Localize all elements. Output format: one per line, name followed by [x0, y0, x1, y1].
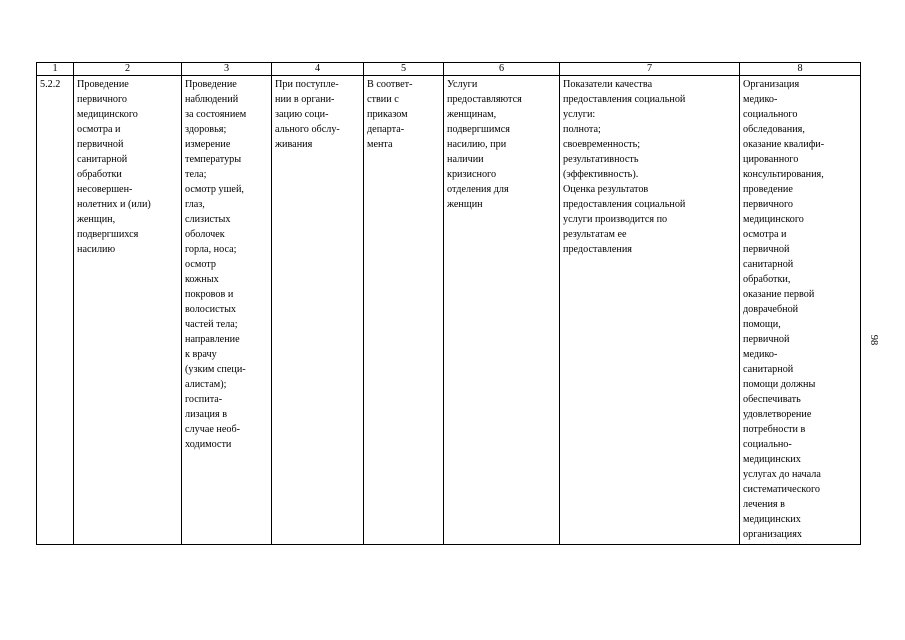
cell-line: приказом: [367, 109, 408, 120]
cell-line: женщинам,: [447, 109, 497, 120]
cell-line: предоставления: [563, 244, 632, 255]
cell-line: обработки,: [743, 274, 791, 285]
cell-line: волосистых: [185, 304, 237, 315]
cell-line: госпита-: [185, 394, 223, 405]
cell-line: результативность: [563, 154, 639, 165]
cell-line: нолетних и (или): [77, 199, 151, 210]
cell-line: направление: [185, 334, 240, 345]
cell-line: алистам);: [185, 379, 227, 390]
cell-line: услуги производится по: [563, 214, 668, 225]
cell-line: за состоянием: [185, 109, 247, 120]
cell-line: наблюдений: [185, 94, 239, 105]
cell-line: покровов и: [185, 289, 234, 300]
cell-line: социального: [743, 109, 798, 120]
cell-line: насилию, при: [447, 139, 507, 150]
cell-standard: [364, 76, 444, 545]
cell-line: частей тела;: [185, 319, 238, 330]
cell-line: оказание квалифи-: [743, 139, 825, 150]
cell-line: первичной: [743, 334, 790, 345]
cell-line: В соответ-: [367, 79, 413, 90]
cell-line: санитарной: [743, 259, 794, 270]
cell-line: тела;: [185, 169, 207, 180]
cell-line: доврачебной: [743, 304, 799, 315]
cell-line: первичной: [77, 139, 124, 150]
cell-line: результатам ее: [563, 229, 627, 240]
cell-line: осмотр ушей,: [185, 184, 244, 195]
cell-line: медицинских: [743, 514, 801, 525]
cell-line: предоставления социальной: [563, 199, 686, 210]
cell-line: первичной: [743, 244, 790, 255]
cell-line: отделения для: [447, 184, 509, 195]
cell-line: Услуги: [447, 79, 478, 90]
column-number-6: 6: [444, 63, 560, 76]
cell-line: медицинских: [743, 454, 801, 465]
cell-line: консультирования,: [743, 169, 824, 180]
cell-line: кризисного: [447, 169, 497, 180]
cell-line: первичного: [743, 199, 794, 210]
cell-line: медико-: [743, 94, 778, 105]
cell-line: потребности в: [743, 424, 806, 435]
cell-line: ходимости: [185, 439, 232, 450]
page-number: 98: [868, 334, 879, 346]
table-row: [37, 76, 861, 545]
cell-quality: [560, 76, 740, 545]
cell-line: осмотра и: [743, 229, 787, 240]
cell-line: кожных: [185, 274, 219, 285]
cell-line: (эффективность).: [563, 169, 639, 180]
cell-line: систематического: [743, 484, 820, 495]
cell-line: (узким специ-: [185, 364, 246, 375]
cell-line: услугах до начала: [743, 469, 821, 480]
cell-line: к врачу: [185, 349, 217, 360]
cell-line: санитарной: [77, 154, 128, 165]
column-number-1: 1: [37, 63, 74, 76]
column-number-8: 8: [740, 63, 861, 76]
cell-line: осмотра и: [77, 124, 121, 135]
cell-line: цированного: [743, 154, 799, 165]
cell-line: Оценка результатов: [563, 184, 649, 195]
cell-line: помощи должны: [743, 379, 816, 390]
cell-line: первичного: [77, 94, 128, 105]
cell-line: удовлетворение: [743, 409, 812, 420]
cell-line: нии в органи-: [275, 94, 335, 105]
cell-line: своевременность;: [563, 139, 641, 150]
cell-line: обеспечивать: [743, 394, 801, 405]
column-number-4: 4: [272, 63, 364, 76]
cell-line: лечения в: [743, 499, 785, 510]
cell-line: Показатели качества: [563, 79, 653, 90]
cell-line: Проведение: [77, 79, 129, 90]
cell-line: услуги:: [563, 109, 596, 120]
cell-line: медико-: [743, 349, 778, 360]
cell-recipients: [444, 76, 560, 545]
cell-line: женщин: [447, 199, 483, 210]
cell-line: Организация: [743, 79, 800, 90]
cell-line: ального обслу-: [275, 124, 340, 135]
cell-line: измерение: [185, 139, 231, 150]
cell-line: обработки: [77, 169, 122, 180]
cell-line: организациях: [743, 529, 803, 540]
cell-line: подвергшимся: [447, 124, 510, 135]
cell-line: медицинского: [77, 109, 138, 120]
cell-line: женщин,: [77, 214, 116, 225]
cell-line: оказание первой: [743, 289, 815, 300]
cell-conditions: [740, 76, 861, 545]
cell-service-name: [74, 76, 182, 545]
column-number-3: 3: [182, 63, 272, 76]
cell-line: проведение: [743, 184, 793, 195]
cell-line: санитарной: [743, 364, 794, 375]
cell-description: [182, 76, 272, 545]
cell-line: социально-: [743, 439, 792, 450]
cell-line: слизистых: [185, 214, 231, 225]
cell-line: горла, носа;: [185, 244, 237, 255]
table-header-row: [37, 63, 861, 76]
cell-line: помощи,: [743, 319, 781, 330]
cell-line: лизация в: [185, 409, 228, 420]
cell-line: предоставляются: [447, 94, 522, 105]
cell-line: осмотр: [185, 259, 216, 270]
cell-line: насилию: [77, 244, 116, 255]
cell-line: оболочек: [185, 229, 225, 240]
cell-line: предоставления социальной: [563, 94, 686, 105]
cell-line: несовершен-: [77, 184, 133, 195]
cell-timing: [272, 76, 364, 545]
services-table: [36, 62, 861, 545]
cell-line: глаз,: [185, 199, 205, 210]
column-number-2: 2: [74, 63, 182, 76]
cell-line: здоровья;: [185, 124, 227, 135]
cell-line: подвергшихся: [77, 229, 139, 240]
cell-line: наличии: [447, 154, 484, 165]
cell-line: медицинского: [743, 214, 804, 225]
cell-line: живания: [275, 139, 313, 150]
cell-line: департа-: [367, 124, 405, 135]
column-number-5: 5: [364, 63, 444, 76]
cell-line: При поступле-: [275, 79, 339, 90]
column-number-7: 7: [560, 63, 740, 76]
cell-line: зацию соци-: [275, 109, 329, 120]
cell-line: ствии с: [367, 94, 399, 105]
cell-line: температуры: [185, 154, 242, 165]
cell-code: [37, 76, 74, 545]
cell-line: мента: [367, 139, 393, 150]
cell-line: Проведение: [185, 79, 237, 90]
cell-line: обследования,: [743, 124, 805, 135]
cell-line: полнота;: [563, 124, 601, 135]
cell-line: 5.2.2: [40, 79, 61, 90]
cell-line: случае необ-: [185, 424, 241, 435]
